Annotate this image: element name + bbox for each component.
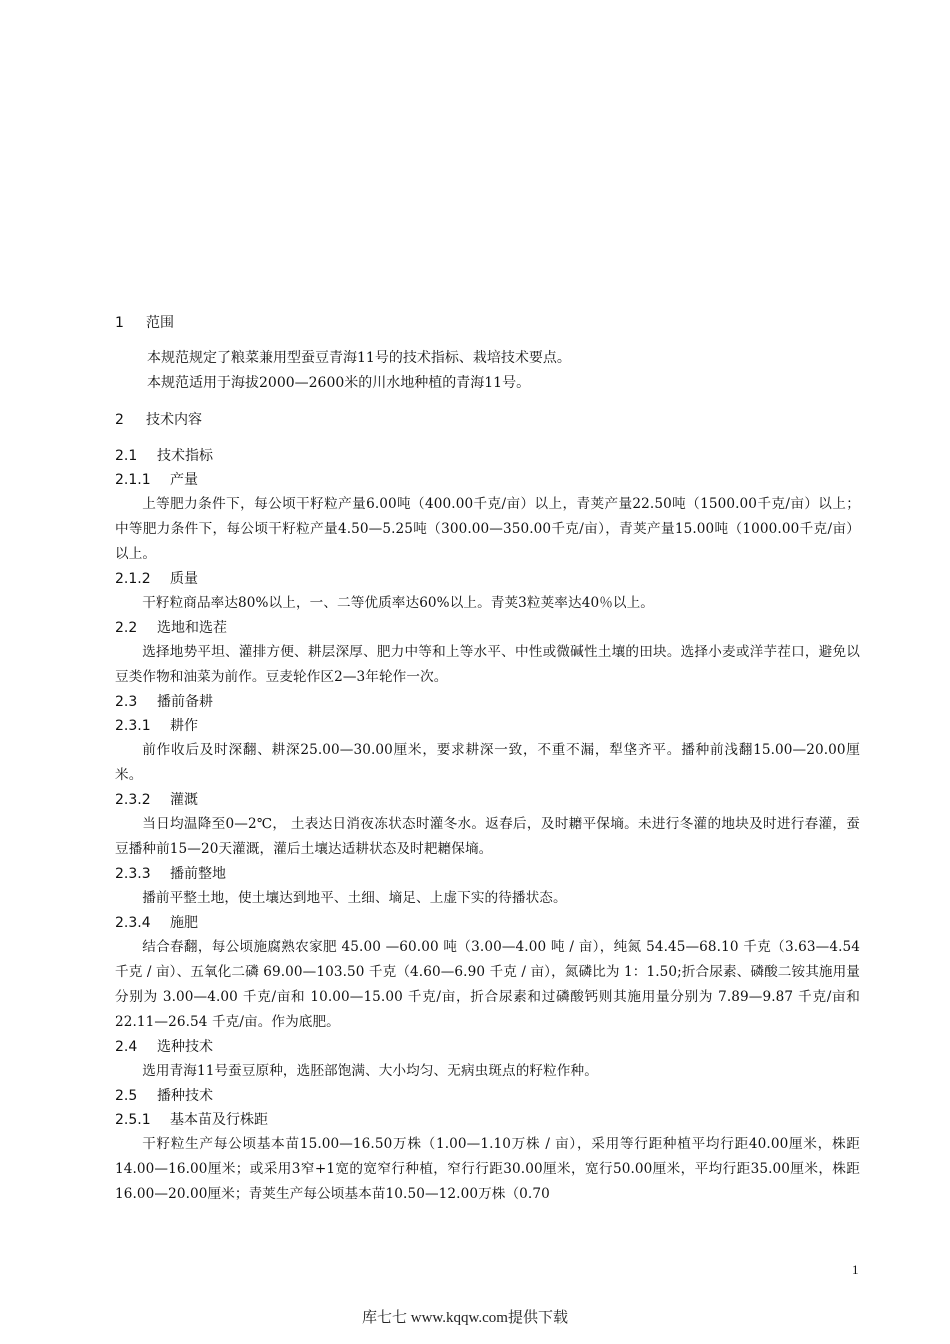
irrigation-paragraph: 当日均温降至0—2℃， 土表达日消夜冻状态时灌冬水。返春后，及时耱平保墒。未进行冬灌的地块及时进行春灌，蚕豆播种前15—20天灌溉，灌后土壤达适耕状态及时耙耱保墒。 [115,816,860,857]
subsection-heading-2-3-4 [115,911,860,935]
subsection-heading-2-1-1 [115,468,860,492]
subsection-title: 选种技术 [157,1039,213,1055]
land-preparation-paragraph: 播前平整土地，使土壤达到地平、土细、墒足、上虚下实的待播状态。 [142,890,567,906]
subsection-number: 2.1.1 [115,472,151,488]
section-title: 技术内容 [146,412,202,428]
subsection-title: 播前备耕 [157,694,213,710]
section-number: 1 [115,315,124,331]
subsection-number: 2.3.1 [115,718,151,734]
section-number: 2 [115,412,124,428]
yield-paragraph: 上等肥力条件下，每公顷干籽粒产量6.00吨（400.00千克/亩）以上，青荚产量22.50吨（1500.00千克/亩）以上；中等肥力条件下，每公顷干籽粒产量4.50—5.25吨（300.00—350.00千克/亩），青荚产量15.00吨（1000.00千克/亩）以上。 [115,496,860,562]
subsection-title: 产量 [170,472,198,488]
subsection-number: 2.1 [115,448,138,464]
subsection-heading-2-3-3 [115,862,860,886]
seed-selection-paragraph: 选用青海11号蚕豆原种，选胚部饱满、大小均匀、无病虫斑点的籽粒作种。 [142,1063,598,1079]
site-selection-paragraph: 选择地势平坦、灌排方便、耕层深厚、肥力中等和上等水平、中性或微碱性土壤的田块。选择小麦或洋芋茬口，避免以豆类作物和油菜为前作。豆麦轮作区2—3年轮作一次。 [115,644,860,685]
subsection-title: 技术指标 [157,448,213,464]
subsection-title: 选地和选茬 [157,620,227,636]
subsection-heading-2-4 [115,1035,860,1059]
document-body [115,313,860,1207]
subsection-title: 质量 [170,571,198,587]
subsection-number: 2.5.1 [115,1112,151,1128]
subsection-title: 基本苗及行株距 [170,1112,268,1128]
tillage-paragraph: 前作收后及时深翻、耕深25.00—30.00厘米，要求耕深一致，不重不漏，犁垡齐平。播种前浅翻15.00—20.00厘米。 [115,742,860,783]
subsection-heading-2-3-1 [115,714,860,738]
subsection-heading-2-1 [115,444,860,468]
download-source-footer: 库七七 www.kqqw.com提供下载 [362,1310,568,1326]
subsection-number: 2.3 [115,694,138,710]
subsection-number: 2.2 [115,620,138,636]
subsection-number: 2.3.2 [115,792,151,808]
quality-paragraph: 干籽粒商品率达80%以上，一、二等优质率达60%以上。青荚3粒荚率达40％以上。 [142,595,654,611]
scope-paragraph-1: 本规范规定了粮菜兼用型蚕豆青海11号的技术指标、栽培技术要点。 [147,350,571,366]
subsection-number: 2.5 [115,1088,138,1104]
subsection-heading-2-3 [115,690,860,714]
subsection-heading-2-5-1 [115,1108,860,1132]
section-title: 范围 [146,315,174,331]
scope-paragraph-2: 本规范适用于海拔2000—2600米的川水地种植的青海11号。 [147,375,531,391]
subsection-heading-2-3-2 [115,788,860,812]
plant-spacing-paragraph: 干籽粒生产每公顷基本苗15.00—16.50万株（1.00—1.10万株 / 亩），采用等行距种植平均行距40.00厘米，株距14.00—16.00厘米；或采用3窄+1宽的宽窄行种植，窄行行距30.00厘米，宽行50.00厘米，平均行距35.00厘米，株距16.00—20.00厘米；青荚生产每公顷基本苗10.50—12.00万株（0.70 [115,1136,860,1202]
subsection-number: 2.1.2 [115,571,151,587]
section-heading-scope [115,313,860,333]
subsection-number: 2.4 [115,1039,138,1055]
subsection-title: 播前整地 [170,866,226,882]
subsection-title: 施肥 [170,915,198,931]
subsection-title: 播种技术 [157,1088,213,1104]
subsection-heading-2-5 [115,1084,860,1108]
subsection-number: 2.3.4 [115,915,151,931]
subsection-number: 2.3.3 [115,866,151,882]
subsection-title: 耕作 [170,718,198,734]
section-heading-technical-content [115,410,860,430]
subsection-heading-2-2 [115,616,860,640]
subsection-title: 灌溉 [170,792,198,808]
fertilization-paragraph: 结合春翻，每公顷施腐熟农家肥 45.00 —60.00 吨（3.00—4.00 吨 / 亩），纯氮 54.45—68.10 千克（3.63—4.54 千克 / 亩）、五氧化二磷 69.00—103.50 千克（4.60—6.90 千克 / 亩），氮磷比为 1：1.50;折合尿素、磷酸二铵其施用量分别为 3.00—4.00 千克/亩和 10.00—15.00 千克/亩，折合尿素和过磷酸钙则其施用量分别为 7.89—9.87 千克/亩和 22.11—26.54 千克/亩。作为底肥。 [115,939,860,1030]
page-number: 1 [852,1262,859,1277]
subsection-heading-2-1-2 [115,567,860,591]
